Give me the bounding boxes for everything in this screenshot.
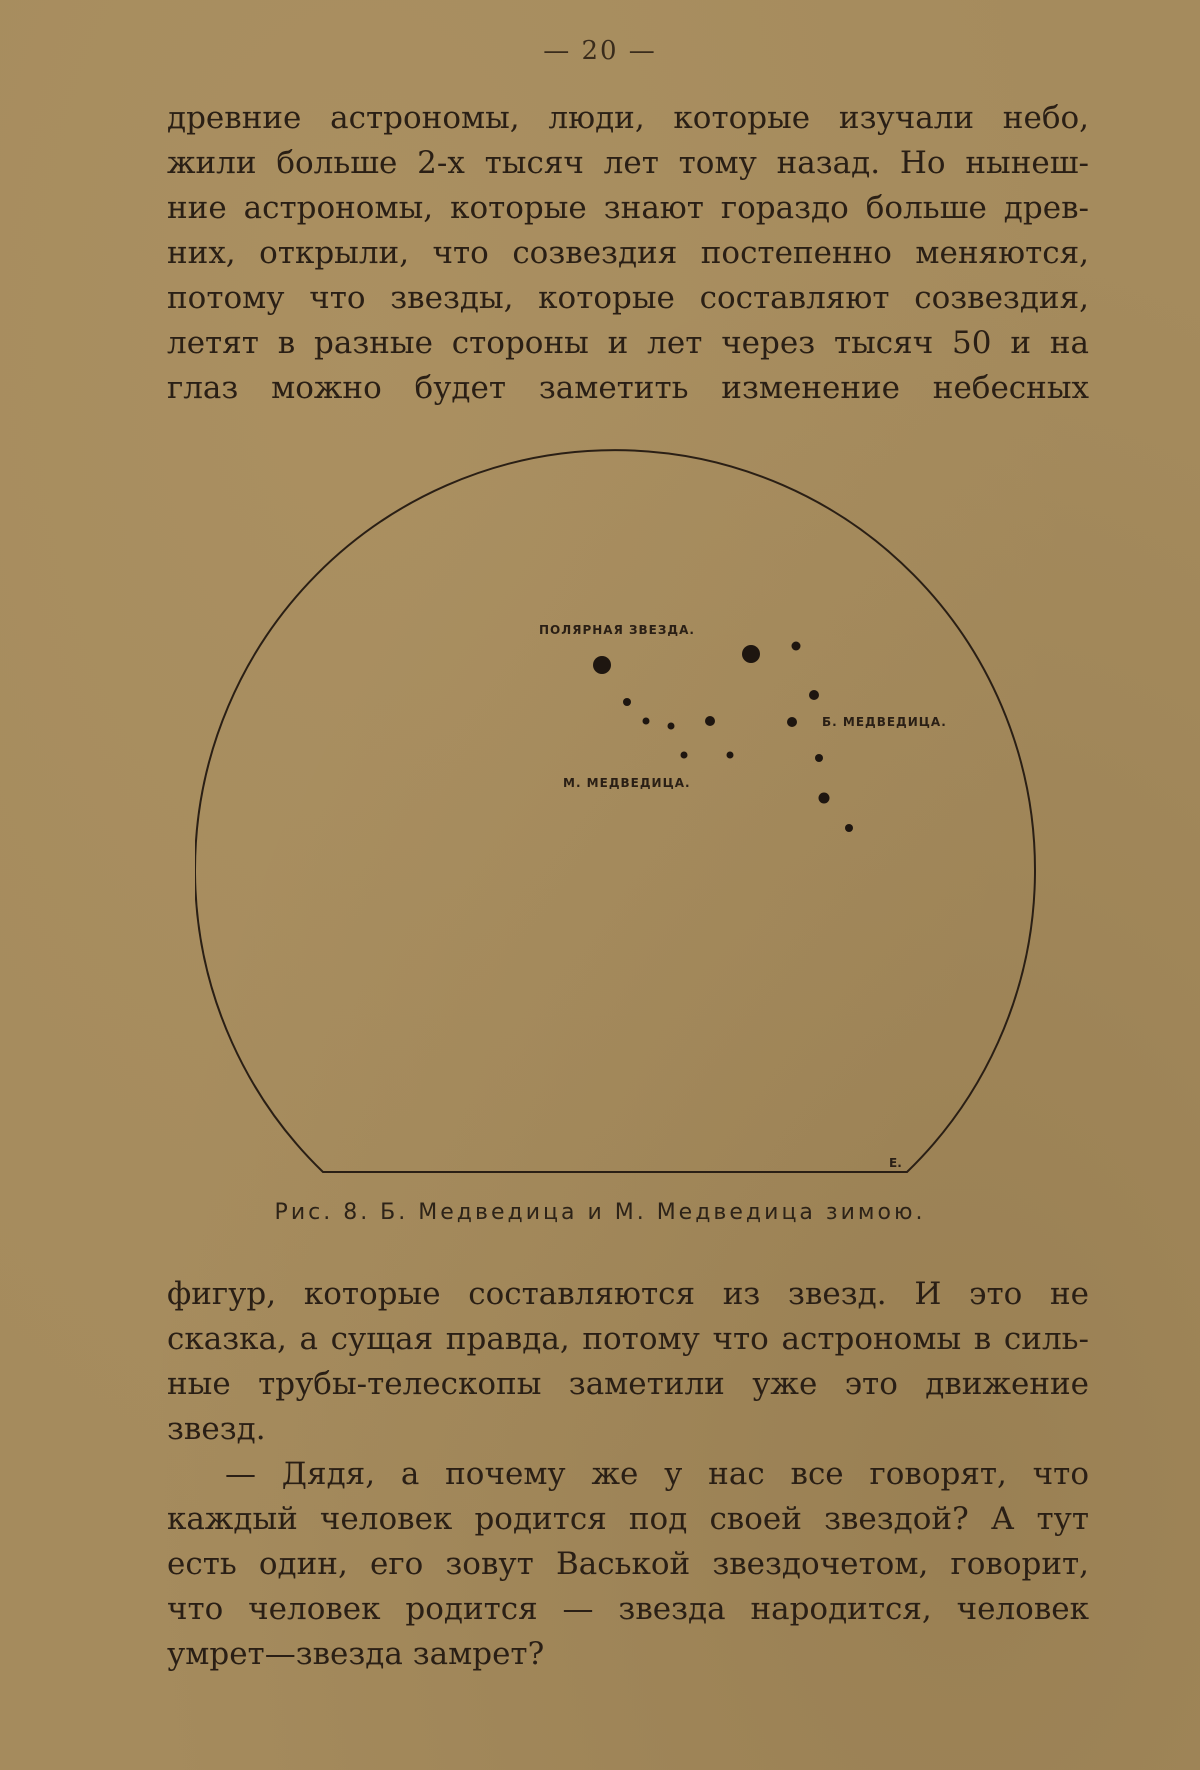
- star: [742, 645, 760, 663]
- star: [845, 824, 853, 832]
- text-line: каждый человек родится под своей звездой? А тут: [167, 1501, 1089, 1537]
- star: [819, 793, 830, 804]
- star-map-figure: [195, 425, 1075, 1185]
- stars: [593, 642, 853, 833]
- text-line: умрет—звезда замрет?: [167, 1636, 545, 1672]
- text-line: ные трубы-телескопы заметили уже это движение звезд.: [167, 1366, 1089, 1447]
- star: [643, 718, 650, 725]
- star: [668, 723, 675, 730]
- star: [809, 690, 819, 700]
- text-line: жили больше 2-х тысяч лет тому назад. Но нынеш-: [167, 145, 1089, 181]
- text-line: летят в разные стороны и лет через тысяч 50 и на: [167, 325, 1089, 361]
- text-block-top: [167, 96, 1089, 411]
- text-line: что человек родится — звезда народится, человек: [167, 1591, 1089, 1627]
- figure-caption: Рис. 8. Б. Медведица и М. Медведица зимою.: [274, 1200, 926, 1225]
- star: [792, 642, 801, 651]
- star: [681, 752, 688, 759]
- label-big-dipper: Б. МЕДВЕДИЦА.: [822, 715, 947, 729]
- text-line: древние астрономы, люди, которые изучали небо,: [167, 100, 1089, 136]
- star-map-svg: [195, 425, 1075, 1185]
- text-line: сказка, а сущая правда, потому что астрономы в силь-: [167, 1321, 1089, 1357]
- star: [727, 752, 734, 759]
- label-little-dipper: М. МЕДВЕДИЦА.: [563, 776, 691, 790]
- page-number: — 20 —: [543, 36, 657, 66]
- artist-signature: Е.: [889, 1156, 902, 1170]
- text-line: потому что звезды, которые составляют созвездия,: [167, 280, 1089, 316]
- text-line: ние астрономы, которые знают гораздо больше древ-: [167, 190, 1089, 226]
- star-polaris: [593, 656, 611, 674]
- sky-horizon-outline: [195, 450, 1035, 1172]
- star: [787, 717, 797, 727]
- text-line: них, открыли, что созвездия постепенно меняются,: [167, 235, 1089, 271]
- label-polaris: ПОЛЯРНАЯ ЗВЕЗДА.: [539, 623, 695, 637]
- star: [705, 716, 715, 726]
- star: [815, 754, 823, 762]
- text-line: глаз можно будет заметить изменение небесных: [167, 370, 1089, 406]
- text-line: — Дядя, а почему же у нас все говорят, что: [225, 1456, 1089, 1492]
- text-line: есть один, его зовут Васькой звездочетом, говорит,: [167, 1546, 1089, 1582]
- text-block-bottom: [167, 1272, 1089, 1677]
- star: [623, 698, 631, 706]
- text-line: фигур, которые составляются из звезд. И это не: [167, 1276, 1089, 1312]
